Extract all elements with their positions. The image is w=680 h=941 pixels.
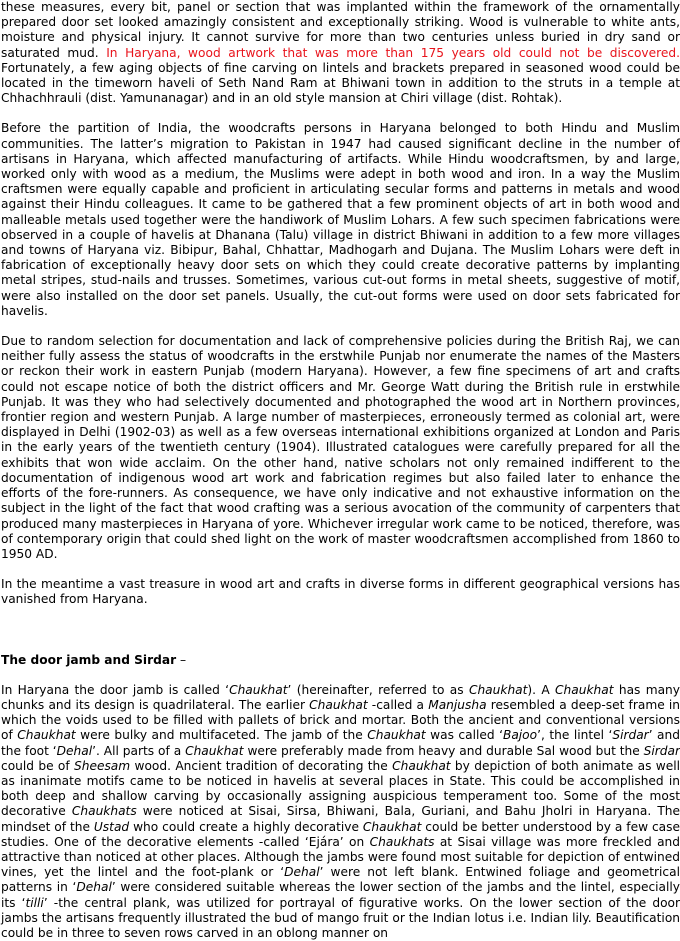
italic-term: Dehal [284, 865, 320, 880]
paragraph-text: could be of [1, 758, 74, 773]
italic-term: Bajoo [502, 728, 538, 743]
paragraph-text: who could create a highly decorative [129, 819, 363, 834]
section-heading-title: The door jamb and Sirdar [1, 652, 177, 667]
paragraph-british-raj: Due to random selection for documentation and lack of comprehensive policies during the British Raj, we can neither fully assess the status of woodcrafts in the erstwhile Punjab nor enumerate the names of the Masters or reckon their work in eastern Punjab (modern Haryana). However, a few fine specimens of art and crafts could not escape notice of both the district officers and Mr. George Watt during the British rule in erstwhile Punjab. It was they who had selectively documented and photographed the wood art in Northern provinces, frontier region and western Punjab. A large number of masterpieces, erroneously termed as colonial art, were displayed in Delhi (1902-03) as well as a few overseas international exhibitions organized at London and Paris in the early years of the twentieth century (1904). Illustrated catalogues were carefully prepared for all the exhibits that won wide acclaim. On the other hand, native scholars not only remained indifferent to the documentation of indigenous wood art work and fabrication regimes but also failed later to enhance the efforts of the fore-runners. As consequence, we have only indicative and not exhaustive information on the subject in the light of the fact that wood crafting was a serious avocation of the community of carpenters that produced many masterpieces in Haryana of yore. Whichever irregular work came to be noticed, therefore, was of contemporary origin that could shed light on the work of master woodcraftsmen accomplished from 1860 to 1950 AD. [1, 334, 680, 561]
section-heading [1, 653, 680, 668]
italic-term: tilli [25, 895, 44, 910]
paragraph-text: ’ (hereinafter, referred to as [287, 682, 469, 697]
italic-term: Sheesam [74, 758, 131, 773]
paragraph-text: ’, the lintel ‘ [537, 728, 613, 743]
italic-term: Chaukhats [369, 834, 435, 849]
italic-term: Manjusha [428, 697, 487, 712]
paragraph-spacer [1, 562, 680, 577]
paragraph-text: could be better understood by a few case studies. One of the decorative elements -called ‘Ejára’ on [1, 819, 680, 849]
italic-term: Chaukhat [468, 682, 528, 697]
paragraph-text: In Haryana the door jamb is called ‘ [1, 682, 230, 697]
paragraph-text: ). A [527, 682, 556, 697]
highlighted-sentence: In Haryana, wood artwork that was more than 175 years old could not be discovered. [106, 45, 680, 60]
paragraph-spacer [1, 106, 680, 121]
paragraph-text: were bulky and multifaceted. The jamb of the [75, 728, 368, 743]
italic-term: Chaukhat [17, 728, 76, 743]
italic-term: Chaukhat [367, 728, 426, 743]
paragraph-text: wood. Ancient tradition of decorating the [130, 758, 393, 773]
italic-term: Chaukhat [185, 743, 244, 758]
paragraph-door-jamb [1, 683, 680, 941]
paragraph-text: Fortunately, a few aging objects of fine carving on lintels and brackets prepared in seasoned wood could be located in the timeworn haveli of Seth Nand Ram at Bhiwani town in addition to the struts in a temple at Chhachhrauli (dist. Yamunanagar) and in an old style mansion at Chiri village (dist. Rohtak). [1, 60, 680, 106]
italic-term: Dehal [76, 880, 112, 895]
paragraph-text: at Sisai village was more freckled and attractive than noticed at other places. Although the jambs were found most suitable for depiction of entwined vines, yet the lintel and the foot-plank or ‘ [1, 834, 680, 880]
paragraph-text: was called ‘ [425, 728, 503, 743]
paragraph-wood-durability [1, 0, 680, 106]
paragraph-text: ’ and the foot ‘ [1, 728, 680, 758]
section-heading-dash: – [176, 652, 187, 667]
paragraph-text: were noticed at Sisai, Sirsa, Bhiwani, Bala, Guriani, and Bahu Jholri in Haryana. The mindset of the [1, 804, 680, 834]
paragraph-text: by depiction of both animate as well as inanimate motifs came to be noticed in havelis at several places in State. This could be accomplished in both deep and shallow carving by occasionally assigning auspicious temperament too. Some of the most decorative [1, 758, 680, 819]
italic-term: Chaukhat [392, 758, 451, 773]
italic-term: Chaukhats [71, 804, 137, 819]
paragraph-text: ’ -the central plank, was utilized for portrayal of figurative works. On the lower section of the door jambs the artisans frequently illustrated the bud of mango fruit or the Indian lotus i.e. Indian lily. Beautification could be in three to seven rows carved in an oblong manner on [1, 895, 680, 940]
italic-term: Ustad [93, 819, 130, 834]
paragraph-partition: Before the partition of India, the woodcrafts persons in Haryana belonged to both Hindu and Muslim communities. The latter’s migration to Pakistan in 1947 had caused significant decline in the number of artisans in Haryana, which affected manufacturing of artifacts. While Hindu woodcraftsmen, by and large, worked only with wood as a medium, the Muslims were adept in both wood and iron. In a way the Muslim craftsmen were equally capable and proficient in articulating secular forms and patterns in metals and wood against their Hindu colleagues. It came to be gathered that a few prominent objects of art in both wood and malleable metals used together were the handiwork of Muslim Lohars. A few such specimen fabrications were observed in a couple of havelis at Dhanana (Talu) village in district Bhiwani in addition to a few more villages and towns of Haryana viz. Bibipur, Bahal, Chhattar, Madhogarh and Dujana. The Muslim Lohars were deft in fabrication of exceptionally heavy door sets on which they could create decorative patterns by implanting metal stripes, stud-nails and trusses. Sometimes, various cut-out forms in metal sheets, suggestive of motif, were also installed on the door set panels. Usually, the cut-out forms were used on door sets fabricated for havelis. [1, 121, 680, 318]
paragraph-text: ’. All parts of a [92, 743, 186, 758]
section-spacer [1, 608, 680, 653]
italic-term: Chaukhat [229, 682, 288, 697]
italic-term: Chaukhat [555, 682, 614, 697]
paragraph-vanished-treasure: In the meantime a vast treasure in wood art and crafts in diverse forms in different geographical versions has vanished from Haryana. [1, 577, 680, 607]
paragraph-text: ’ were considered suitable whereas the lower section of the jambs and the lintel, especially its ‘ [1, 880, 680, 910]
italic-term: Chaukhat [309, 697, 368, 712]
paragraph-text: these measures, every bit, panel or section that was implanted within the framework of the ornamentally prepared door set looked amazingly consistent and exceptionally striking. Wood is vulnerable to white ants, moisture and physical injury. It cannot survive for more than two centuries unless buried in dry sand or saturated mud. [1, 0, 680, 60]
paragraph-text: resembled a deep-set frame in which the voids used to be filled with pallets of brick and mortar. Both the ancient and conventional versions of [1, 697, 680, 743]
paragraph-text: were preferably made from heavy and durable Sal wood but the [243, 743, 644, 758]
italic-term: Sirdar [643, 743, 680, 758]
paragraph-spacer [1, 668, 680, 683]
paragraph-text: ’ were not left blank. Entwined foliage and geometrical patterns in ‘ [1, 865, 680, 895]
paragraph-spacer [1, 319, 680, 334]
italic-term: Dehal [56, 743, 93, 758]
italic-term: Sirdar [612, 728, 649, 743]
italic-term: Chaukhat [362, 819, 422, 834]
paragraph-text: -called a [367, 697, 429, 712]
paragraph-text: has many chunks and its design is quadrilateral. The earlier [1, 682, 680, 712]
